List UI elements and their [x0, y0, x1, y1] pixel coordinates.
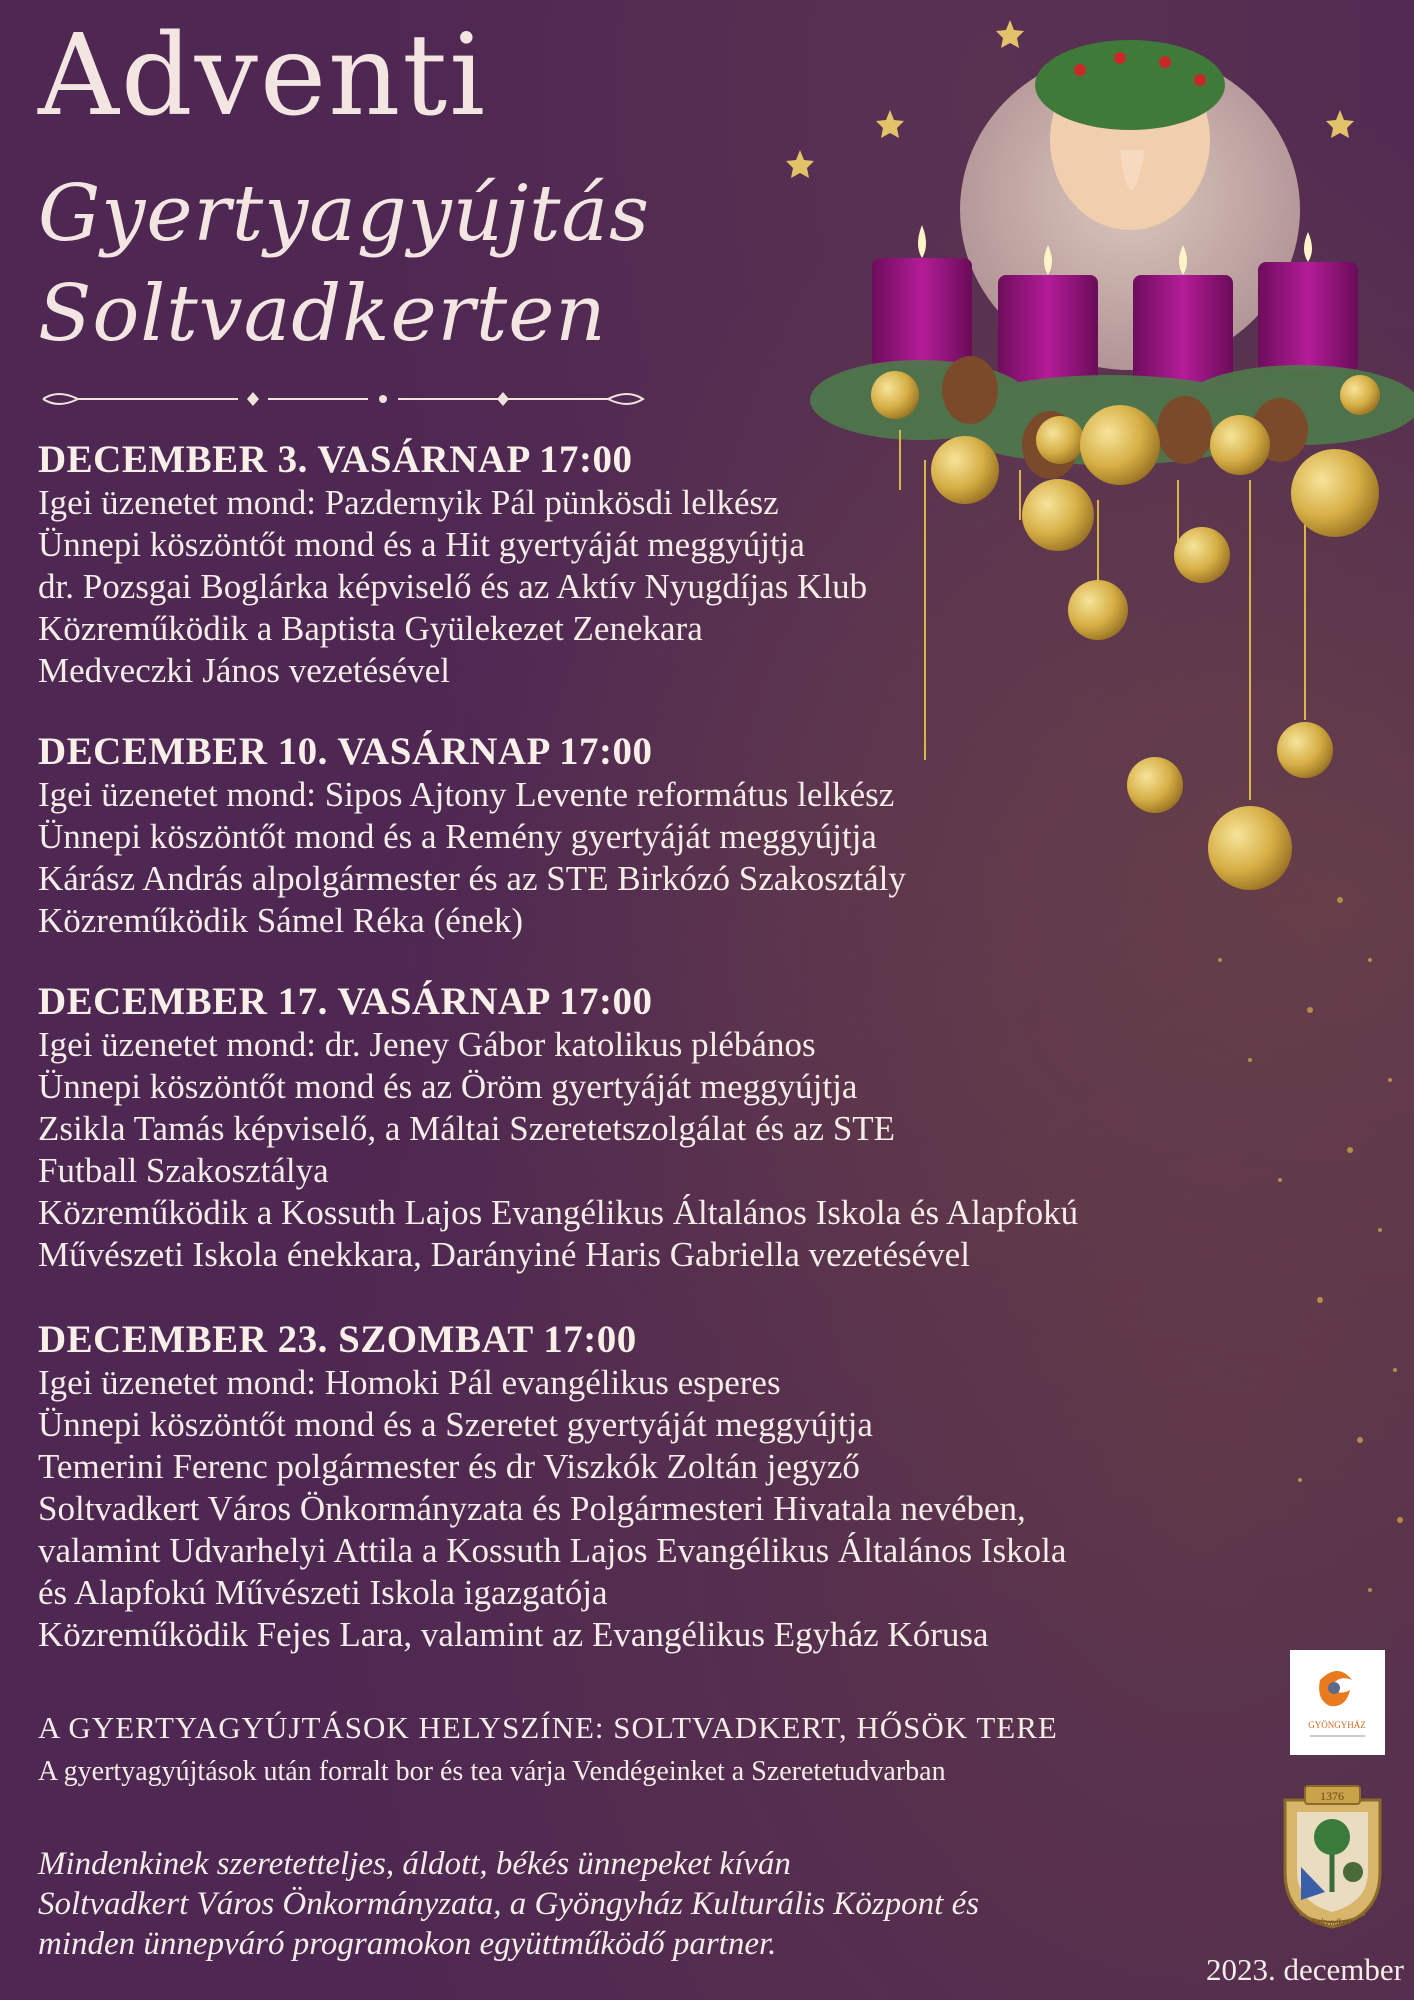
event-line: Ünnepi köszöntőt mond és az Öröm gyertyáját meggyújtja: [38, 1067, 858, 1106]
closing-line: Soltvadkert Város Önkormányzata, a Gyöngyház Kulturális Központ és: [38, 1886, 980, 1922]
event-line: valamint Udvarhelyi Attila a Kossuth Lajos Evangélikus Általános Iskola: [38, 1531, 1067, 1570]
event-line: Ünnepi köszöntőt mond és a Szeretet gyertyáját meggyújtja: [38, 1405, 873, 1444]
event-line: Igei üzenetet mond: Homoki Pál evangélikus esperes: [38, 1363, 781, 1402]
event-block-dec-17: [38, 980, 1078, 1276]
event-line: Zsikla Tamás képviselő, a Máltai Szeretetszolgálat és az STE: [38, 1109, 896, 1148]
event-line: Futball Szakosztálya: [38, 1151, 329, 1190]
venue-info: A GYERTYAGYÚJTÁSOK HELYSZÍNE: SOLTVADKERT, HŐSÖK TERE: [38, 1710, 1058, 1745]
event-line: Közreműködik a Baptista Gyülekezet Zenekara: [38, 609, 703, 648]
event-line: Közreműködik Fejes Lara, valamint az Evangélikus Egyház Kórusa: [38, 1615, 989, 1654]
closing-greeting: [38, 1844, 979, 1964]
event-line: Igei üzenetet mond: dr. Jeney Gábor katolikus plébános: [38, 1025, 816, 1064]
event-line: dr. Pozsgai Boglárka képviselő és az Aktív Nyugdíjas Klub: [38, 567, 868, 606]
event-line: Közreműködik a Kossuth Lajos Evangélikus Általános Iskola és Alapfokú: [38, 1193, 1079, 1232]
event-line: Medveczki János vezetésével: [38, 651, 451, 690]
gold-baubles: [871, 371, 1380, 890]
event-line: Ünnepi köszöntőt mond és a Hit gyertyáját meggyújtja: [38, 525, 805, 564]
event-line: Soltvadkert Város Önkormányzata és Polgármesteri Hivatala nevében,: [38, 1489, 1026, 1528]
soltvadkert-crest: [1275, 1782, 1390, 1932]
event-heading: DECEMBER 3. VASÁRNAP 17:00: [38, 438, 633, 481]
event-line: Művészeti Iskola énekkara, Darányiné Haris Gabriella vezetésével: [38, 1235, 970, 1274]
event-heading: DECEMBER 17. VASÁRNAP 17:00: [38, 980, 653, 1023]
event-line: Temerini Ferenc polgármester és dr Viszkók Zoltán jegyző: [38, 1447, 860, 1486]
issue-date: 2023. december: [1206, 1952, 1404, 1987]
event-block-dec-23: [38, 1318, 1066, 1656]
refreshments-note: A gyertyagyújtások után forralt bor és tea várja Vendégeinket a Szeretetudvarban: [38, 1756, 946, 1787]
event-line: Ünnepi köszöntőt mond és a Remény gyertyáját meggyújtja: [38, 817, 877, 856]
event-block-dec-10: [38, 730, 906, 942]
title-adventi: Adventi: [38, 11, 488, 141]
event-heading: DECEMBER 10. VASÁRNAP 17:00: [38, 730, 653, 773]
closing-line: minden ünnepváró programokon együttműködő partner.: [38, 1926, 777, 1962]
gold-dust: [1218, 897, 1403, 1592]
event-heading: DECEMBER 23. SZOMBAT 17:00: [38, 1318, 637, 1361]
event-line: Közreműködik Sámel Réka (ének): [38, 901, 523, 940]
ornamental-divider: [38, 384, 648, 414]
event-line: Igei üzenetet mond: Pazdernyik Pál pünkösdi lelkész: [38, 483, 779, 522]
event-line: Igei üzenetet mond: Sipos Ajtony Levente református lelkész: [38, 775, 895, 814]
gyongyhaz-logo-text: GYÖNGYHÁZ: [1308, 1720, 1366, 1730]
closing-line: Mindenkinek szeretetteljes, áldott, békés ünnepeket kíván: [38, 1846, 791, 1882]
crest-year: 1376: [1320, 1789, 1344, 1803]
event-line: és Alapfokú Művészeti Iskola igazgatója: [38, 1573, 608, 1612]
title-gyertyagyujtas: Gyertyagyújtás: [38, 169, 651, 259]
crest-name: Soltvadkert: [1311, 1917, 1353, 1927]
title-soltvadkerten: Soltvadkerten: [38, 269, 607, 359]
gyongyhaz-logo: [1290, 1650, 1385, 1755]
event-line: Kárász András alpolgármester és az STE Birkózó Szakosztály: [38, 859, 906, 898]
event-block-dec-3: [38, 438, 867, 692]
